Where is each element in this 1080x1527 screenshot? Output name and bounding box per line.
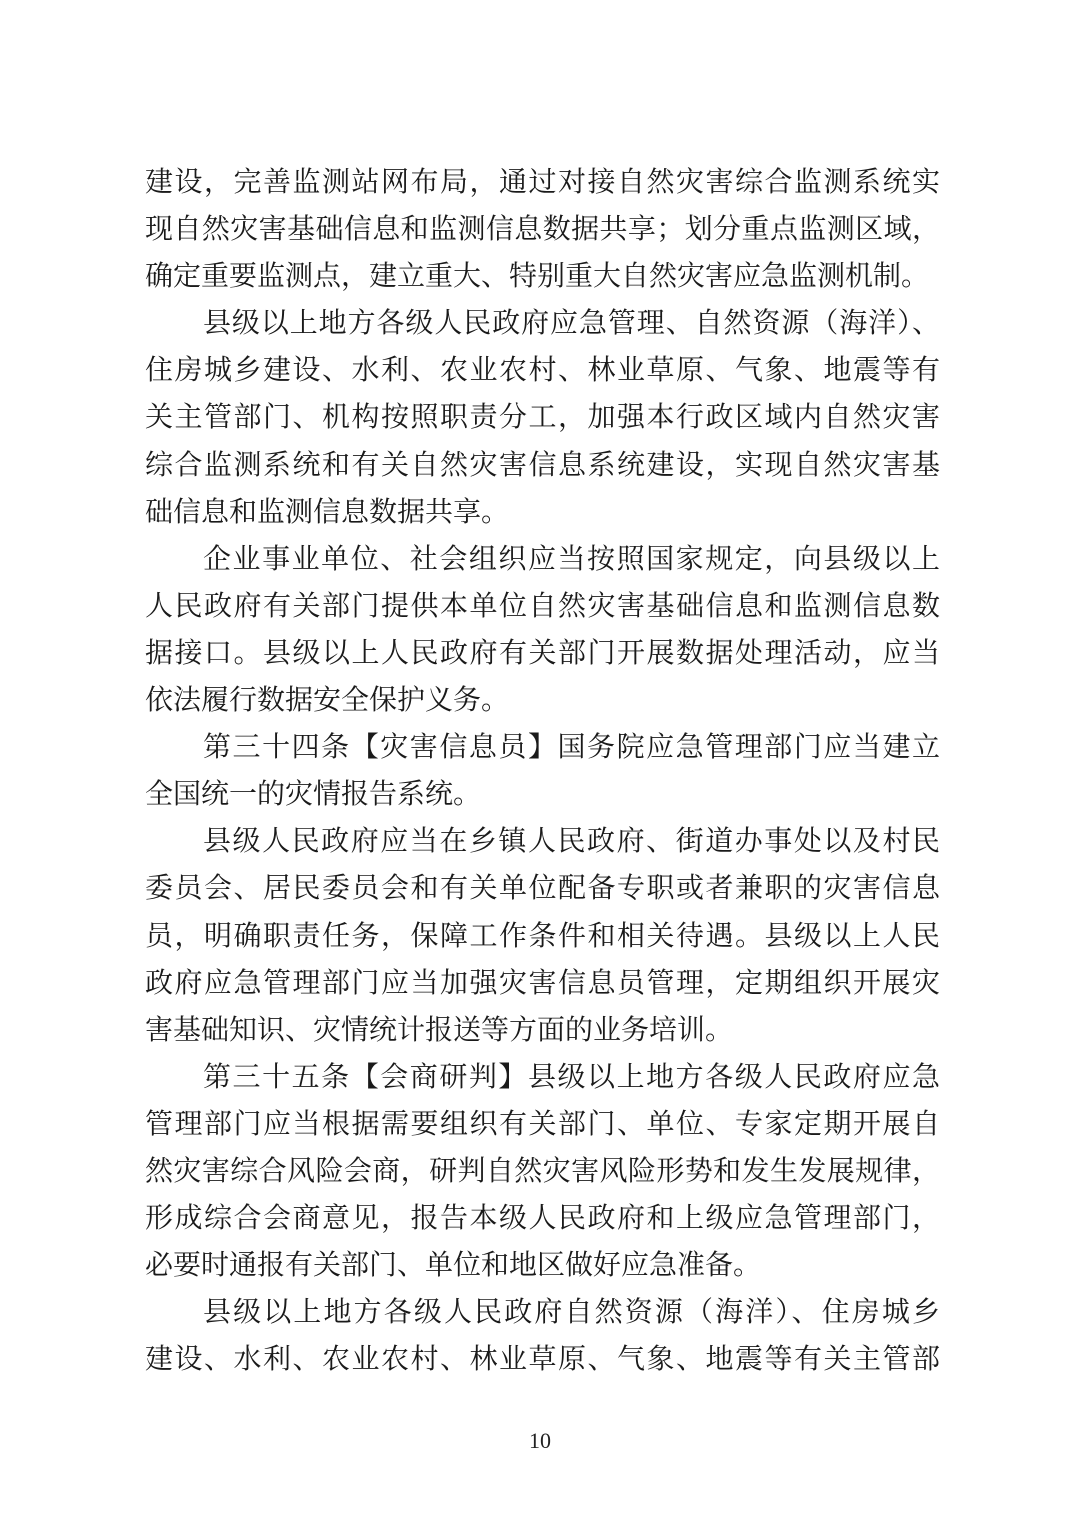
text-line: 建设，完善监测站网布局，通过对接自然灾害综合监测系统实: [145, 165, 940, 198]
text-line: 全国统一的灾情报告系统。: [145, 777, 482, 811]
document-body: [145, 160, 940, 1384]
text-line: 政府应急管理部门应当加强灾害信息员管理，定期组织开展灾: [145, 965, 940, 999]
text-line: 第三十五条【会商研判】县级以上地方各级人民政府应急: [203, 1059, 940, 1093]
text-line: 县级以上地方各级人民政府自然资源（海洋）、住房城乡: [203, 1295, 940, 1329]
text-line: 依法履行数据安全保护义务。: [145, 683, 510, 717]
text-line: 企业事业单位、社会组织应当按照国家规定，向县级以上: [203, 541, 940, 575]
text-line: 然灾害综合风险会商，研判自然灾害风险形势和发生发展规律，: [145, 1153, 940, 1187]
text-line: 住房城乡建设、水利、农业农村、林业草原、气象、地震等有: [145, 353, 940, 387]
text-line: 人民政府有关部门提供本单位自然灾害基础信息和监测信息数: [145, 588, 940, 622]
text-line: 确定重要监测点，建立重大、特别重大自然灾害应急监测机制。: [145, 259, 930, 293]
text-line: 县级以上地方各级人民政府应急管理、自然资源（海洋）、: [203, 306, 940, 340]
text-line: 综合监测系统和有关自然灾害信息系统建设，实现自然灾害基: [145, 447, 940, 481]
text-line: 害基础知识、灾情统计报送等方面的业务培训。: [145, 1012, 734, 1046]
text-line: 关主管部门、机构按照职责分工，加强本行政区域内自然灾害: [145, 400, 940, 434]
text-line: 必要时通报有关部门、单位和地区做好应急准备。: [145, 1248, 762, 1282]
text-line: 第三十四条【灾害信息员】国务院应急管理部门应当建立: [203, 730, 940, 764]
text-line: 县级人民政府应当在乡镇人民政府、街道办事处以及村民: [203, 824, 940, 858]
text-line: 据接口。县级以上人民政府有关部门开展数据处理活动，应当: [145, 635, 940, 669]
text-line: 形成综合会商意见，报告本级人民政府和上级应急管理部门，: [145, 1201, 940, 1235]
text-line: 管理部门应当根据需要组织有关部门、单位、专家定期开展自: [145, 1106, 940, 1140]
text-line: 础信息和监测信息数据共享。: [145, 494, 510, 528]
text-line: 员，明确职责任务，保障工作条件和相关待遇。县级以上人民: [145, 918, 940, 952]
text-line: 现自然灾害基础信息和监测信息数据共享；划分重点监测区域，: [145, 212, 940, 246]
page-number: 10: [529, 1428, 551, 1453]
text-line: 建设、水利、农业农村、林业草原、气象、地震等有关主管部: [145, 1342, 940, 1376]
text-line: 委员会、居民委员会和有关单位配备专职或者兼职的灾害信息: [145, 871, 940, 905]
